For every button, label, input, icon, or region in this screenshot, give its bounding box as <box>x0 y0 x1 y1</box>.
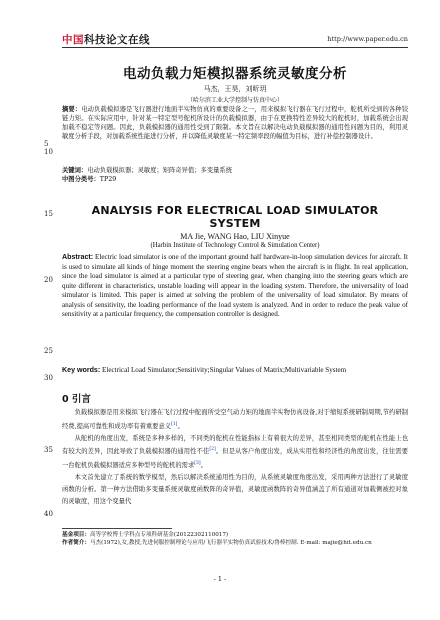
fund-text: 高等学校博士学科点专项科研基金(20122302110017) <box>89 532 229 538</box>
affiliation-english: (Harbin Institute of Technology Control & Simulation Center) <box>150 242 320 249</box>
footnote <box>62 531 408 547</box>
line-number: 5 <box>44 140 49 148</box>
citation-link[interactable]: [1] <box>171 421 178 427</box>
line-number: 20 <box>44 276 53 284</box>
paragraph-text: 。 <box>200 462 207 470</box>
logo-part-1: 中国 <box>62 34 84 46</box>
keywords-cn-text: 电动负载模拟器；灵敏度；矩阵奇异值；多变量系统 <box>87 167 233 174</box>
header-rule <box>62 47 408 48</box>
fund-label: 基金项目： <box>62 532 90 538</box>
bio-text: 马杰(1972),女,教授,先进伺服控制理论与应用/飞行器半实物仿真试验技术/鲁棒控制. E-mail: majie@hit.edu.cn <box>89 540 372 546</box>
site-url[interactable]: http://www.paper.edu.cn <box>327 35 408 43</box>
abstract-en-label: Abstract: <box>62 253 94 261</box>
journal-header <box>62 32 408 48</box>
paragraph-text: 从舵机的角度出发，系统是多种多样的，不同类的舵机在性能指标上有着很大的差异，甚至相同类型的舵机在性能上也有较大的差异，因此导致了负载模拟器的通用性不佳 <box>62 434 408 456</box>
authors-chinese: 马杰，王昊，刘昕玥 <box>203 85 267 93</box>
keywords-english <box>62 366 408 375</box>
logo-part-2: 科技论文在线 <box>84 34 150 46</box>
abstract-english <box>62 253 408 320</box>
keywords-en-label: Key words: <box>62 366 101 374</box>
journal-logo <box>62 32 150 47</box>
abstract-chinese <box>62 105 408 141</box>
line-number: 25 <box>44 347 53 355</box>
abstract-en-text: Electric load simulator is one of the important ground half hardware-in-loop simulation devices for aircraft. It is used to simulate all kinds of hinge moment the steering engine bears when the aircraft is in flight. In real application, since the load simulator is aimed at a particular type of steering gear, when changing into the steering gears which are quite different in characteristics, unstable loading will appear in the loading system. Therefore, the universality of load simulator is limited. This paper is aimed at solving the problem of the universality of load simulator. By means of analysis of sensitivity, the loading performance of the load system is analyzed. And in order to reduce the peak value of sensitivity at a particular frequency, the compensation controller is designed. <box>62 253 408 318</box>
keywords-cn-label: 关键词： <box>62 167 88 174</box>
paragraph <box>62 407 408 433</box>
bio-label: 作者简介： <box>62 540 90 546</box>
title-en-line-2: SYSTEM <box>209 217 261 230</box>
footnote-rule <box>62 528 172 529</box>
section-body <box>62 407 408 508</box>
title-en-line-1: ANALYSIS FOR ELECTRICAL LOAD SIMULATOR <box>91 204 379 217</box>
title-chinese: 电动负载力矩模拟器系统灵敏度分析 <box>123 66 347 82</box>
line-number: 40 <box>44 510 53 518</box>
paragraph-text: 负载模拟器是用来模拟飞行器在飞行过程中舵面所受空气动力矩的地面半实物仿真设备,对于缩短系统研制周期,节约研制经费,提高可靠性和成功率有着重要意义 <box>62 409 408 430</box>
citation-link[interactable]: [3] <box>194 461 201 467</box>
clc-text: TP29 <box>99 176 117 183</box>
keywords-en-text: Electrical Load Simulator;Sensitivity;Singular Values of Matrix;Multivariable System <box>100 366 347 374</box>
affiliation-chinese: （哈尔滨工业大学控制与仿真中心） <box>186 97 283 104</box>
paragraph-text: 。但是从客户角度出发，成从实用性和经济性的角度出发，往往需要一台舵机负载模拟器适应多种型号的舵机的需求 <box>62 448 409 470</box>
authors-english: MA Jie, WANG Hao, LIU Xinyue <box>180 232 290 241</box>
page-number: - 1 - <box>213 575 227 583</box>
paragraph-text: 。 <box>177 422 184 430</box>
keywords-chinese <box>62 166 408 184</box>
abstract-cn-label: 摘要： <box>62 106 82 113</box>
paragraph-text: 本文首先建立了系统的数学模型，然后以解决系统通用性为目的，从系统灵敏度角度出发，采用两种方法进行了灵敏度函数的分析。第一种方法借助多变量系统灵敏度函数阵的奇异值，灵敏度函数阵的奇异值涵盖了所有通道对加载侧被控对象的灵敏度，用这个变量代 <box>62 474 408 505</box>
abstract-cn-text: 电动负载模拟器是飞行器进行地面半实物仿真的重要设备之一，用来模拟飞行器在飞行过程中，舵机所受到的各种铰链力矩。在实际应用中，针对某一特定型号舵机所设计的负载模拟器，由于在更换特性差异较大的舵机时，加载系统会出现加载不稳定等问题。因此，负载模拟器的通用性受到了限制。本文旨在以解决电动负载模拟器的通用性问题为目的，利用灵敏度分析手段，对加载系统性能进行分析，并以降低灵敏度某一特定频率段的幅值为目标，进行补偿控制器设计。 <box>62 106 409 141</box>
line-number: 30 <box>44 374 53 382</box>
line-number: 10 <box>44 148 53 156</box>
citation-link[interactable]: [2] <box>209 447 216 453</box>
paragraph <box>62 433 408 473</box>
section-heading: 0 引言 <box>62 394 91 405</box>
paragraph <box>62 472 408 507</box>
line-number: 15 <box>44 210 53 218</box>
title-english <box>62 204 408 230</box>
clc-label: 中图分类号： <box>62 176 100 183</box>
line-number: 35 <box>44 446 53 454</box>
